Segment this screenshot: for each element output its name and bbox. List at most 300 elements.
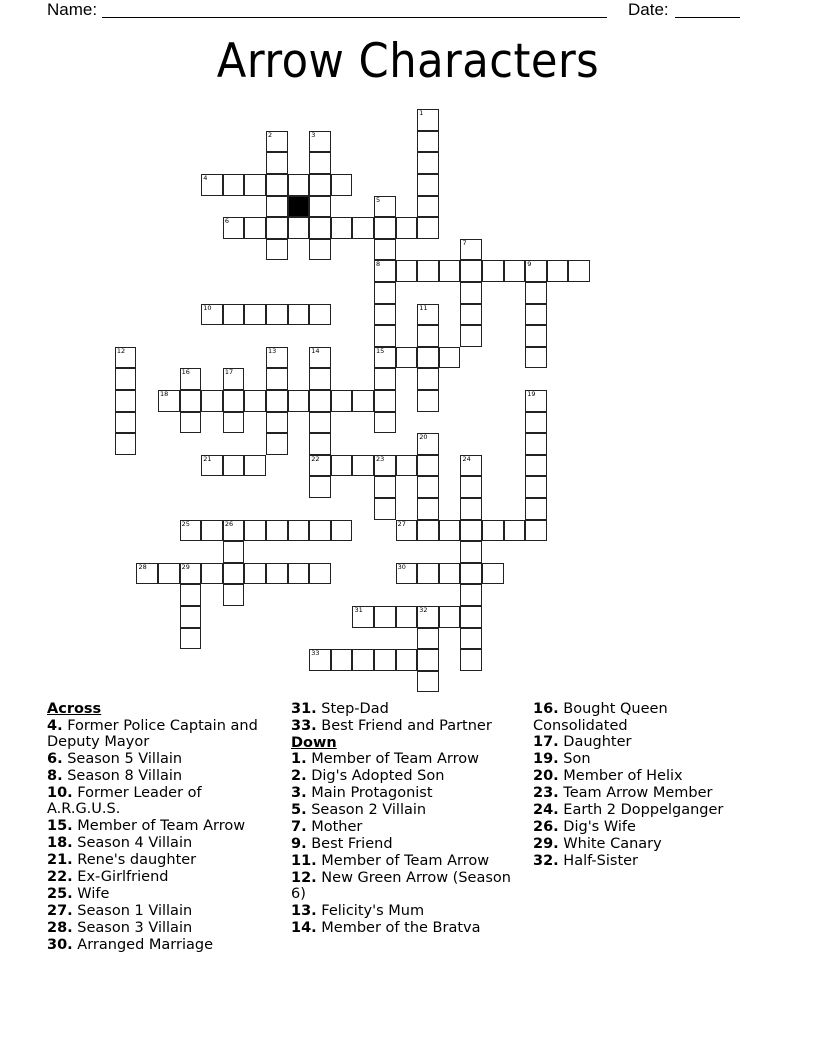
grid-cell[interactable] [482,563,504,585]
grid-cell[interactable] [374,390,396,412]
grid-cell[interactable] [201,174,223,196]
grid-cell[interactable] [115,433,137,455]
grid-cell[interactable] [309,239,331,261]
grid-cell[interactable] [374,455,396,477]
cell-number: 14 [311,346,320,355]
clue-number: 18. [47,835,73,852]
clue-number: 20. [533,768,559,785]
clue-text: Member of the Bratva [316,919,481,936]
clue-number: 21. [47,852,73,869]
grid-cell[interactable] [525,476,547,498]
page-title: Arrow Characters [216,34,600,89]
down-clue [291,853,516,870]
grid-cell[interactable] [439,606,461,628]
grid-cell[interactable] [525,304,547,326]
clue-number: 31. [291,701,317,717]
grid-cell[interactable] [525,325,547,347]
grid-cell[interactable] [460,476,482,498]
across-clue [47,768,277,785]
grid-cell[interactable] [460,563,482,585]
grid-cell[interactable] [288,304,310,326]
cell-number: 29 [181,562,190,571]
across-clue [47,835,277,852]
grid-cell[interactable] [439,563,461,585]
clue-text: Team Arrow Member [558,785,713,802]
grid-cell[interactable] [352,455,374,477]
clue-text: Mother [306,818,363,835]
grid-cell[interactable] [331,455,353,477]
grid-cell[interactable] [309,196,331,218]
clue-number: 12. [291,869,317,886]
down-clue [533,802,763,819]
grid-cell[interactable] [223,520,245,542]
cell-number: 12 [116,346,126,355]
clue-text: Son [558,751,591,768]
clue-text: Best Friend and Partner [316,717,492,734]
clue-text: Member of Team Arrow [306,751,479,768]
grid-cell[interactable] [266,304,288,326]
grid-cell[interactable] [374,325,396,347]
grid-cell[interactable] [352,649,374,671]
grid-cell[interactable] [417,347,439,369]
grid-cell[interactable] [223,584,245,606]
grid-cell[interactable] [417,520,439,542]
cell-number: 1 [419,109,424,118]
clue-number: 1. [291,751,307,768]
grid-cell[interactable] [374,412,396,434]
cell-number: 26 [224,519,234,528]
clue-text: Member of Team Arrow [316,852,490,869]
clue-text: Earth 2 Doppelganger [558,802,724,819]
grid-cell[interactable] [223,541,245,563]
grid-cell[interactable] [374,347,396,369]
clue-text: Best Friend [306,835,393,852]
down-clue [291,751,516,768]
grid-cell[interactable] [460,584,482,606]
grid-cell[interactable] [525,282,547,304]
grid-cell[interactable] [266,152,288,174]
clue-number: 13. [291,903,317,920]
clue-text: Bought Queen Consolidated [533,701,668,734]
grid-cell[interactable] [568,260,590,282]
across-clue [47,785,277,818]
grid-cell[interactable] [309,368,331,390]
clue-text: Ex-Girlfriend [72,869,169,886]
across-clue [291,718,516,735]
grid-cell[interactable] [309,433,331,455]
grid-cell[interactable] [288,520,310,542]
clue-text: Season 4 Villain [72,835,193,852]
grid-cell[interactable] [115,390,137,412]
grid-cell[interactable] [525,498,547,520]
clue-number: 14. [291,919,317,936]
clue-text: Member of Team Arrow [72,818,246,835]
grid-cell[interactable] [460,455,482,477]
grid-cell[interactable] [460,520,482,542]
grid-cell[interactable] [460,304,482,326]
grid-cell[interactable] [374,260,396,282]
clues-column-1 [47,701,277,953]
across-clue [47,852,277,869]
grid-cell[interactable] [201,520,223,542]
grid-cell[interactable] [396,217,418,239]
grid-cell[interactable] [180,628,202,650]
grid-cell[interactable] [374,368,396,390]
grid-cell[interactable] [396,649,418,671]
grid-cell[interactable] [201,563,223,585]
cell-number: 18 [160,390,169,399]
down-clue [291,920,516,937]
grid-cell[interactable] [309,390,331,412]
clues-column-3 [533,701,763,870]
grid-cell[interactable] [417,671,439,693]
grid-cell[interactable] [460,498,482,520]
grid-cell[interactable] [309,152,331,174]
grid-cell[interactable] [180,390,202,412]
cell-number: 28 [138,562,147,571]
grid-cell[interactable] [309,563,331,585]
grid-cell[interactable] [417,131,439,153]
grid-cell[interactable] [266,520,288,542]
cell-number: 23 [376,454,385,463]
grid-cell[interactable] [374,498,396,520]
grid-cell[interactable] [460,606,482,628]
grid-cell[interactable] [115,412,137,434]
grid-cell[interactable] [309,131,331,153]
grid-cell[interactable] [525,412,547,434]
grid-cell[interactable] [504,520,526,542]
grid-cell[interactable] [223,217,245,239]
cell-number: 4 [203,174,208,183]
down-clue [533,785,763,802]
grid-cell[interactable] [525,390,547,412]
grid-cell[interactable] [525,455,547,477]
cell-number: 16 [181,368,190,377]
grid-cell[interactable] [504,260,526,282]
grid-cell[interactable] [244,455,266,477]
grid-cell[interactable] [417,628,439,650]
grid-cell[interactable] [417,304,439,326]
across-heading: Across [47,701,102,717]
grid-cell[interactable] [460,325,482,347]
grid-cell[interactable] [417,563,439,585]
clue-text: Daughter [558,734,632,751]
down-clue [291,836,516,853]
grid-cell[interactable] [201,390,223,412]
cell-number: 19 [527,390,536,399]
clue-text: Former Leader of A.R.G.U.S. [47,784,202,818]
grid-cell[interactable] [201,304,223,326]
clue-number: 17. [533,734,559,751]
grid-cell[interactable] [288,563,310,585]
grid-cell[interactable] [223,174,245,196]
grid-cell[interactable] [180,520,202,542]
grid-cell[interactable] [223,390,245,412]
grid-cell[interactable] [417,649,439,671]
clue-number: 7. [291,818,307,835]
grid-cell[interactable] [417,433,439,455]
grid-cell[interactable] [460,239,482,261]
grid-cell[interactable] [374,606,396,628]
grid-cell[interactable] [223,368,245,390]
grid-cell[interactable] [396,606,418,628]
clue-number: 15. [47,818,73,835]
grid-cell[interactable] [331,390,353,412]
grid-cell[interactable] [417,174,439,196]
clue-text: Season 8 Villain [62,767,183,784]
across-clue [47,920,277,937]
clue-number: 28. [47,919,73,936]
cell-number: 33 [311,649,320,658]
grid-cell[interactable] [309,174,331,196]
grid-cell[interactable] [417,109,439,131]
cell-number: 7 [462,238,467,247]
grid-cell[interactable] [244,520,266,542]
grid-cell[interactable] [374,304,396,326]
grid-cell[interactable] [352,606,374,628]
clue-text: Season 5 Villain [62,751,183,768]
clue-number: 25. [47,885,73,902]
grid-cell[interactable] [309,412,331,434]
grid-cell[interactable] [288,217,310,239]
clue-text: Main Protagonist [306,785,433,802]
clue-text: Dig's Adopted Son [306,768,445,785]
cell-number: 2 [268,130,273,139]
black-square [288,196,310,218]
grid-cell[interactable] [417,325,439,347]
grid-cell[interactable] [352,390,374,412]
clue-number: 6. [47,751,63,768]
grid-cell[interactable] [460,282,482,304]
grid-cell[interactable] [288,174,310,196]
grid-cell[interactable] [266,390,288,412]
cell-number: 15 [376,346,385,355]
grid-cell[interactable] [417,217,439,239]
across-clue [47,818,277,835]
clue-text: Member of Helix [558,768,683,785]
grid-cell[interactable] [223,563,245,585]
grid-cell[interactable] [374,282,396,304]
down-clue [291,903,516,920]
grid-cell[interactable] [223,412,245,434]
grid-cell[interactable] [396,347,418,369]
grid-cell[interactable] [309,304,331,326]
grid-cell[interactable] [309,520,331,542]
grid-cell[interactable] [136,563,158,585]
grid-cell[interactable] [417,606,439,628]
grid-cell[interactable] [180,412,202,434]
grid-cell[interactable] [460,260,482,282]
grid-cell[interactable] [417,390,439,412]
date-label: Date: [628,0,669,19]
clue-text: Arranged Marriage [72,936,214,953]
grid-cell[interactable] [115,368,137,390]
grid-cell[interactable] [331,174,353,196]
clue-number: 32. [533,852,559,869]
across-clue [47,903,277,920]
grid-cell[interactable] [439,260,461,282]
grid-cell[interactable] [266,174,288,196]
grid-cell[interactable] [180,584,202,606]
cell-number: 9 [527,260,532,269]
cell-number: 22 [311,454,320,463]
grid-cell[interactable] [115,347,137,369]
clue-number: 26. [533,818,559,835]
grid-cell[interactable] [374,649,396,671]
clue-number: 4. [47,717,63,734]
clue-text: White Canary [558,835,662,852]
grid-cell[interactable] [417,152,439,174]
grid-cell[interactable] [266,563,288,585]
across-clue [47,751,277,768]
grid-cell[interactable] [417,498,439,520]
grid-cell[interactable] [244,217,266,239]
grid-cell[interactable] [266,433,288,455]
grid-cell[interactable] [266,368,288,390]
clue-number: 16. [533,701,559,717]
cell-number: 11 [419,303,428,312]
clue-text: Felicity's Mum [316,903,425,920]
cell-number: 30 [397,562,406,571]
grid-cell[interactable] [331,520,353,542]
grid-cell[interactable] [331,649,353,671]
grid-cell[interactable] [460,541,482,563]
grid-cell[interactable] [266,131,288,153]
grid-cell[interactable] [525,347,547,369]
clue-text: Season 1 Villain [72,902,193,919]
clue-number: 23. [533,785,559,802]
grid-cell[interactable] [439,520,461,542]
cell-number: 13 [268,346,277,355]
clue-number: 24. [533,802,559,819]
clue-number: 27. [47,902,73,919]
grid-cell[interactable] [396,455,418,477]
clue-text: Dig's Wife [558,818,636,835]
grid-cell[interactable] [352,217,374,239]
grid-cell[interactable] [309,217,331,239]
cell-number: 8 [376,260,381,269]
cell-number: 25 [181,519,190,528]
across-clue [47,869,277,886]
grid-cell[interactable] [439,347,461,369]
grid-cell[interactable] [223,455,245,477]
cell-number: 21 [203,454,212,463]
clue-number: 10. [47,784,73,801]
clue-text: Step-Dad [316,701,389,717]
grid-cell[interactable] [309,455,331,477]
name-label: Name: [47,0,98,19]
grid-cell[interactable] [309,476,331,498]
grid-cell[interactable] [266,196,288,218]
clue-number: 8. [47,767,63,784]
grid-cell[interactable] [223,304,245,326]
cell-number: 10 [203,303,212,312]
cell-number: 20 [419,433,428,442]
grid-cell[interactable] [482,520,504,542]
grid-cell[interactable] [180,563,202,585]
grid-cell[interactable] [158,390,180,412]
clue-number: 9. [291,835,307,852]
grid-cell[interactable] [547,260,569,282]
clue-number: 2. [291,768,307,785]
grid-cell[interactable] [266,347,288,369]
grid-cell[interactable] [201,455,223,477]
clue-number: 29. [533,835,559,852]
clues-column-2 [291,701,516,937]
grid-cell[interactable] [244,390,266,412]
grid-cell[interactable] [525,520,547,542]
down-clue [291,802,516,819]
grid-cell[interactable] [374,239,396,261]
clue-text: Half-Sister [558,852,639,869]
grid-cell[interactable] [266,217,288,239]
cell-number: 24 [462,454,471,463]
grid-cell[interactable] [374,476,396,498]
grid-cell[interactable] [180,368,202,390]
grid-cell[interactable] [288,390,310,412]
clue-text: New Green Arrow (Season 6) [291,869,511,903]
grid-cell[interactable] [180,606,202,628]
clue-text: Former Police Captain and Deputy Mayor [47,717,258,751]
grid-cell[interactable] [158,563,180,585]
grid-cell[interactable] [417,476,439,498]
grid-cell[interactable] [266,239,288,261]
cell-number: 32 [419,606,428,615]
clue-text: Rene's daughter [72,852,197,869]
cell-number: 5 [376,195,381,204]
cell-number: 3 [311,130,316,139]
cell-number: 31 [354,606,363,615]
grid-cell[interactable] [244,304,266,326]
grid-cell[interactable] [417,455,439,477]
grid-cell[interactable] [417,196,439,218]
grid-cell[interactable] [396,520,418,542]
grid-cell[interactable] [482,260,504,282]
down-clue [533,768,763,785]
clue-number: 3. [291,785,307,802]
grid-cell[interactable] [309,347,331,369]
grid-cell[interactable] [525,260,547,282]
grid-cell[interactable] [460,628,482,650]
down-clue [533,819,763,836]
down-clue [533,734,763,751]
down-clue [291,870,516,903]
grid-cell[interactable] [244,563,266,585]
down-clue [291,819,516,836]
grid-cell[interactable] [374,196,396,218]
grid-cell[interactable] [374,217,396,239]
grid-cell[interactable] [331,217,353,239]
grid-cell[interactable] [396,563,418,585]
down-clue [533,836,763,853]
down-clue [291,768,516,785]
grid-cell[interactable] [266,412,288,434]
clue-text: Wife [72,885,110,902]
grid-cell[interactable] [417,260,439,282]
grid-cell[interactable] [525,433,547,455]
clue-text: Season 3 Villain [72,919,193,936]
clue-number: 33. [291,717,317,734]
across-clue [47,937,277,954]
grid-cell[interactable] [309,649,331,671]
grid-cell[interactable] [417,368,439,390]
cell-number: 27 [397,519,406,528]
down-heading: Down [291,734,337,751]
clue-number: 30. [47,936,73,953]
grid-cell[interactable] [244,174,266,196]
grid-cell[interactable] [460,649,482,671]
grid-cell[interactable] [396,260,418,282]
